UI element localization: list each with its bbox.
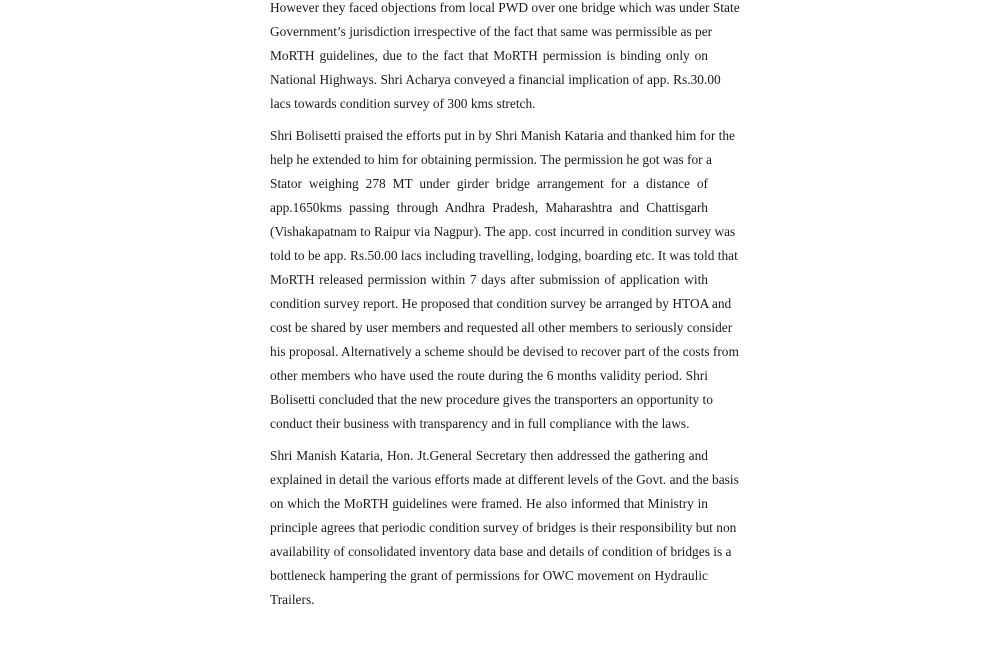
text-line: However they faced objections from local PWD over one bridge which was under State <box>270 0 740 15</box>
text-line: cost be shared by user members and requested all other members to seriously consider <box>270 320 733 335</box>
text-line: app.1650kms passing through Andhra Pradesh, Maharashtra and Chattisgarh <box>270 200 708 215</box>
text-line: Shri Bolisetti praised the efforts put in by Shri Manish Kataria and thanked him for the <box>270 128 735 143</box>
text-line: conduct their business with transparency and in full compliance with the laws. <box>270 416 690 431</box>
text-line: his proposal. Alternatively a scheme should be devised to recover part of the costs from <box>270 344 739 359</box>
text-line: other members who have used the route during the 6 months validity period. Shri <box>270 368 708 383</box>
paragraph-pwd-objections <box>270 0 740 116</box>
text-line: bottleneck hampering the grant of permissions for OWC movement on Hydraulic <box>270 568 708 583</box>
text-line: on which the MoRTH guidelines were framed. He also informed that Ministry in <box>270 496 708 511</box>
text-line: Trailers. <box>270 592 315 607</box>
text-line: explained in detail the various efforts made at different levels of the Govt. and the basis <box>270 472 739 487</box>
text-line: National Highways. Shri Acharya conveyed a financial implication of app. Rs.30.00 <box>270 72 721 87</box>
text-line: MoRTH released permission within 7 days after submission of application with <box>270 272 708 287</box>
document-body <box>270 0 740 612</box>
text-line: Shri Manish Kataria, Hon. Jt.General Secretary then addressed the gathering and <box>270 448 708 463</box>
text-line: Government’s jurisdiction irrespective of the fact that same was permissible as per <box>270 24 713 39</box>
text-line: help he extended to him for obtaining permission. The permission he got was for a <box>270 152 712 167</box>
text-line: told to be app. Rs.50.00 lacs including travelling, lodging, boarding etc. It was told that <box>270 248 738 263</box>
text-line: lacs towards condition survey of 300 kms stretch. <box>270 96 536 111</box>
paragraph-bolisetti <box>270 124 739 436</box>
text-line: availability of consolidated inventory data base and details of condition of bridges is a <box>270 544 732 559</box>
text-line: condition survey report. He proposed that condition survey be arranged by HTOA and <box>270 296 732 311</box>
text-line: principle agrees that periodic condition survey of bridges is their responsibility but non <box>270 520 737 535</box>
text-line: Stator weighing 278 MT under girder bridge arrangement for a distance of <box>270 176 708 191</box>
text-line: (Vishakapatnam to Raipur via Nagpur). The app. cost incurred in condition survey was <box>270 224 736 239</box>
text-line: Bolisetti concluded that the new procedure gives the transporters an opportunity to <box>270 392 713 407</box>
paragraph-kataria <box>270 444 739 612</box>
text-line: MoRTH guidelines, due to the fact that MoRTH permission is binding only on <box>270 48 708 63</box>
